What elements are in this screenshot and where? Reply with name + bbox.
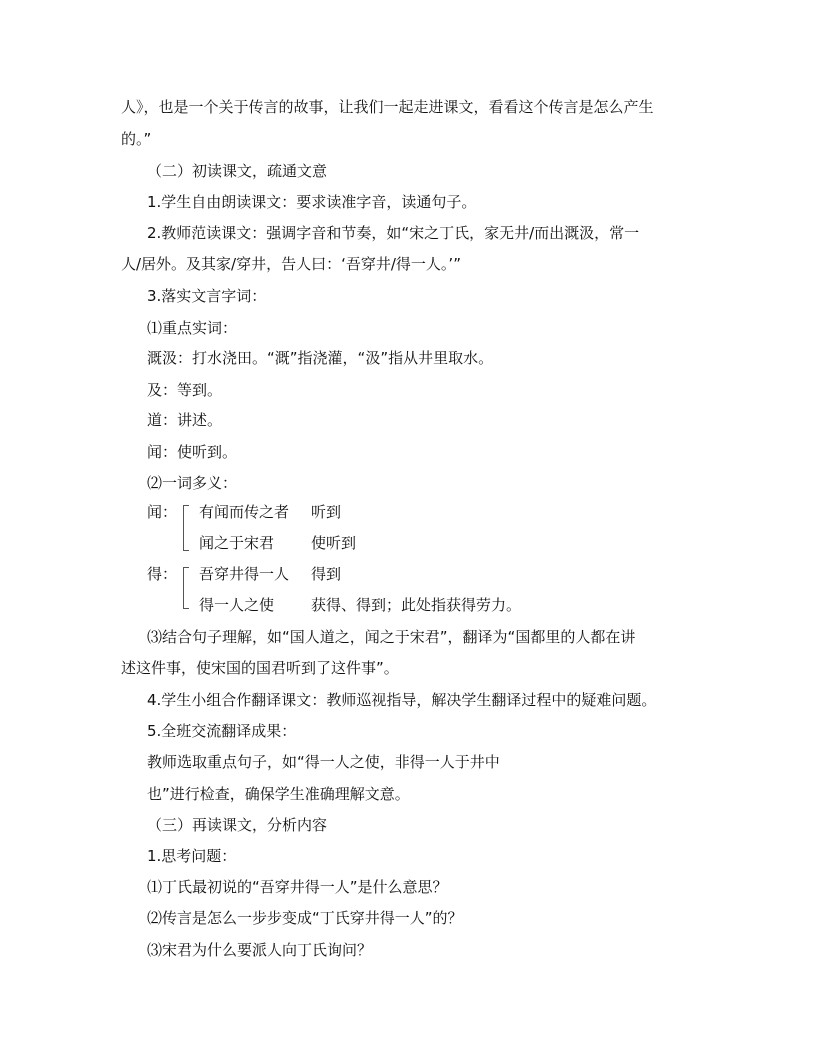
paragraph-line: 人/居外。及其家/穿井，告人曰：‘吾穿井/得一人。’” [121,255,461,273]
paragraph-line: ⑶结合句子理解，如“国人道之，闻之于宋君”，翻译为“国都里的人都在讲 [147,628,636,646]
polysemy-meaning: 听到 [311,503,342,521]
paragraph-line: 5.全班交流翻译成果： [147,722,297,740]
paragraph-line: 1.学生自由朗读课文：要求读准字音，读通句子。 [147,193,477,211]
polysemy-meaning: 使听到 [311,534,357,552]
vocab-item: 溉汲：打水浇田。“溉”指浇灌，“汲”指从井里取水。 [147,349,494,367]
polysemy-phrase: 得一人之使 [199,596,275,614]
subheading: ⑵一词多义： [147,474,238,492]
polysemy-word: 得： [147,565,178,583]
paragraph-line: 4.学生小组合作翻译课文：教师巡视指导，解决学生翻译过程中的疑难问题。 [147,691,657,709]
polysemy-phrase: 有闻而传之者 [199,503,290,521]
vocab-item: 闻：使听到。 [147,443,238,461]
subheading: ⑴重点实词： [147,319,238,337]
paragraph-line: 也”进行检查，确保学生准确理解文意。 [147,785,410,803]
paragraph-line: 1.思考问题： [147,847,237,865]
section-heading: （二）初读课文，疏通文意 [147,162,328,180]
brace-bracket [183,505,189,551]
paragraph-line: 述这件事，使宋国的国君听到了这件事”。 [121,659,399,677]
paragraph-line: 教师选取重点句子，如“得一人之使，非得一人于井中 [147,753,500,771]
polysemy-phrase: 闻之于宋君 [199,534,275,552]
paragraph-line: 2.教师范读课文：强调字音和节奏，如“宋之丁氏，家无井/而出溉汲，常一 [147,224,640,242]
paragraph-line: 3.落实文言字词： [147,287,267,305]
vocab-item: 及：等到。 [147,381,223,399]
polysemy-phrase: 吾穿井得一人 [199,565,290,583]
paragraph-line: 人》，也是一个关于传言的故事，让我们一起走进课文，看看这个传言是怎么产生 [121,98,654,116]
polysemy-meaning: 得到 [311,565,342,583]
vocab-item: 道：讲述。 [147,411,223,429]
question-item: ⑵传言是怎么一步步变成“丁氏穿井得一人”的？ [147,909,463,927]
polysemy-meaning: 获得、得到；此处指获得劳力。 [311,596,522,614]
polysemy-word: 闻： [147,503,178,521]
question-item: ⑶宋君为什么要派人向丁氏询问？ [147,941,373,959]
paragraph-line: 的。” [121,130,152,148]
question-item: ⑴丁氏最初说的“吾穿井得一人”是什么意思？ [147,878,448,896]
section-heading: （三）再读课文，分析内容 [147,816,328,834]
brace-bracket [183,567,189,609]
